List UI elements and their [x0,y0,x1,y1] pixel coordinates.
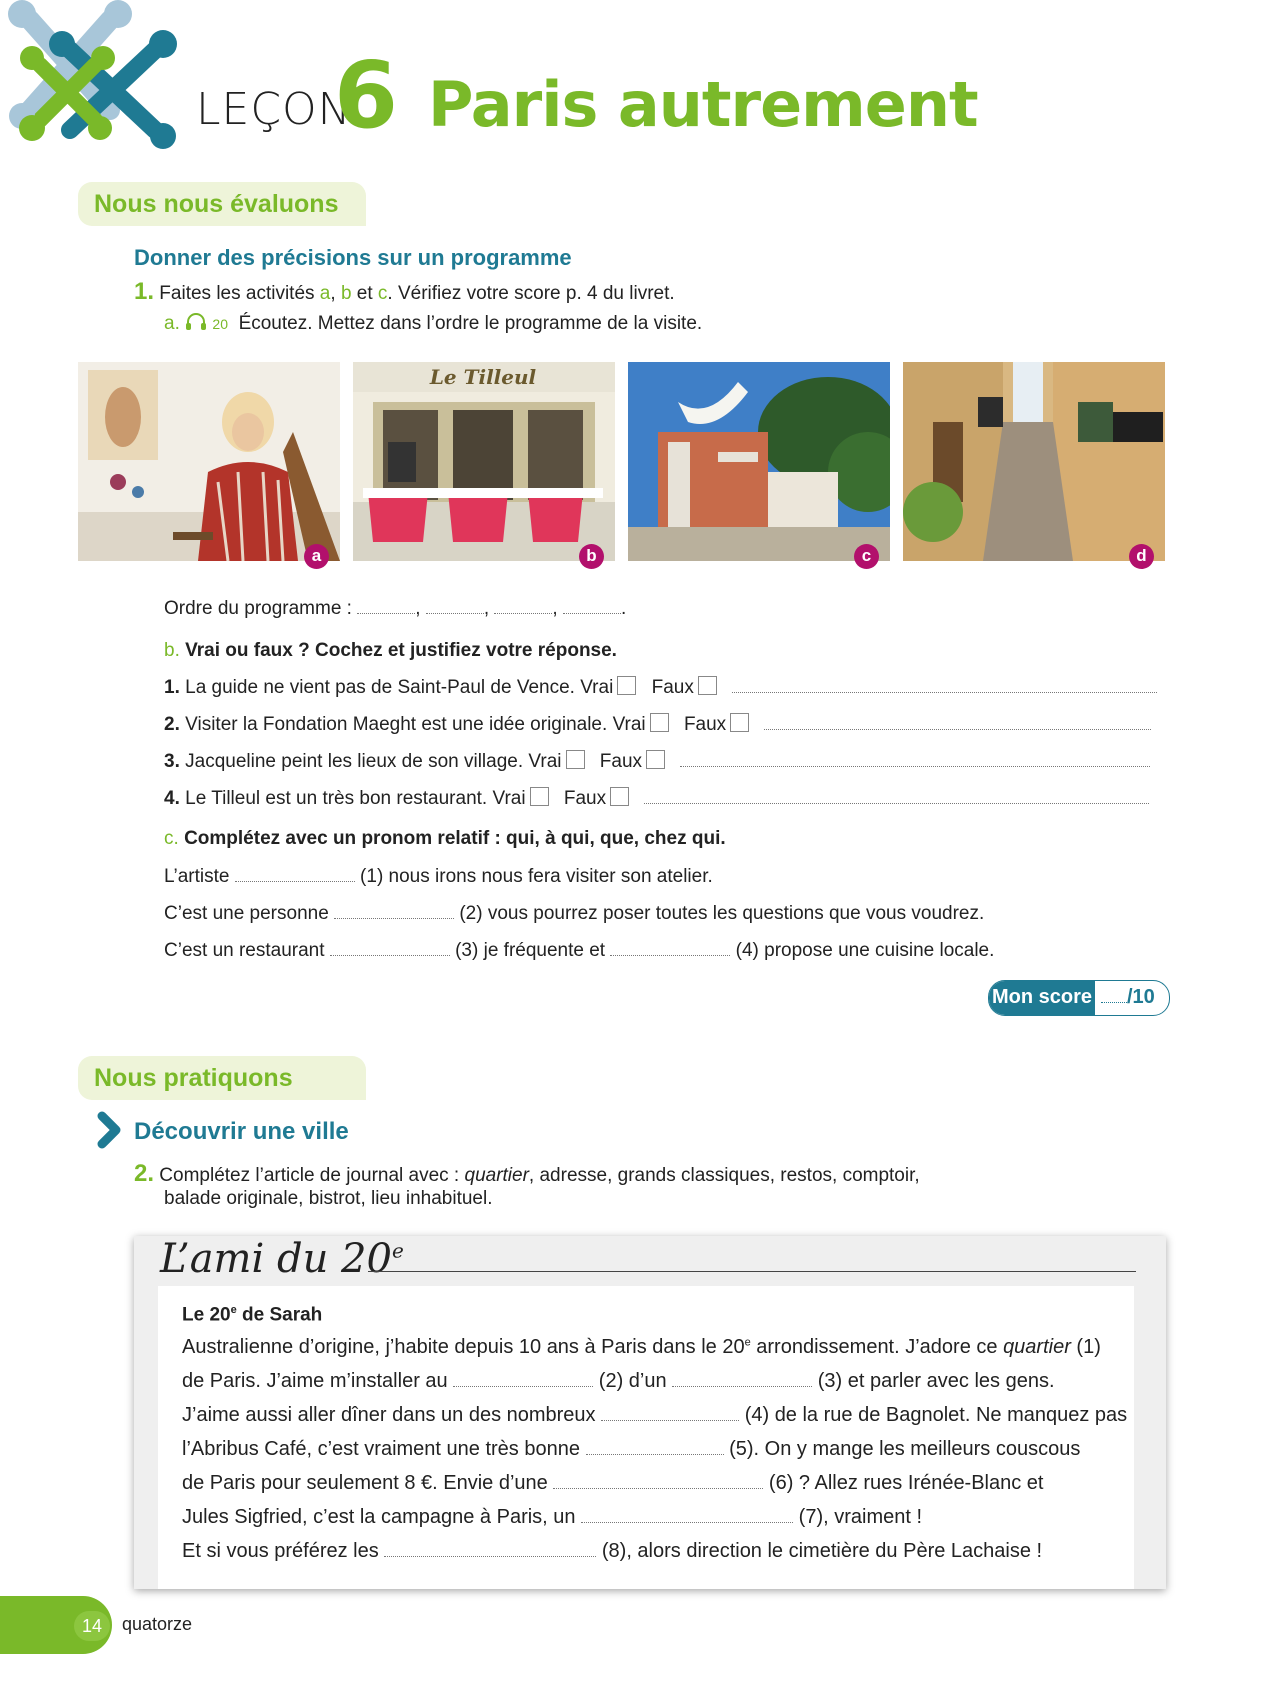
fill-sentence-1 [164,866,713,888]
instruction-text: , [330,283,341,304]
vrai-label: Vrai [580,677,614,698]
statement-row [164,787,1168,810]
answer-blank[interactable] [610,954,730,956]
activity-c-instruction [164,828,726,850]
activity-b-instruction [164,640,617,662]
statement-row [164,713,1168,736]
statement-number: 3. [164,751,180,772]
section-tab-evaluons [78,182,366,226]
statement-text: Visiter la Fondation Maeght est une idée originale. [185,714,608,735]
skill-heading: Donner des précisions sur un programme [134,245,572,270]
article-line-7 [182,1540,1042,1563]
article-example: quartier [1003,1336,1071,1358]
faux-checkbox[interactable] [646,750,665,769]
article-sup: e [744,1336,751,1349]
section-tab-label: Nous pratiquons [94,1064,293,1092]
headphones-icon[interactable] [185,313,207,337]
article-text: J’aime aussi aller dîner dans un des nombreux [182,1404,596,1426]
score-value [1101,981,1155,1015]
article-line-2 [182,1370,1055,1393]
justification-blank[interactable] [764,728,1151,730]
answer-blank[interactable] [453,1385,593,1387]
article-text: Australienne d’origine, j’habite depuis 10 ans à Paris dans le 20 [182,1336,745,1358]
article-text: Et si vous préférez les [182,1540,379,1562]
exercise-2-instruction-line2: balade originale, bistrot, lieu inhabituel. [164,1188,493,1209]
lesson-logo [0,0,200,160]
activity-letter: a [319,283,331,304]
sentence-text: (1) nous irons nous fera visiter son atelier. [360,866,713,887]
answer-blank[interactable] [581,1521,793,1523]
heading-text: Le 20 [182,1304,231,1326]
article-line-4 [182,1438,1080,1461]
score-label: Mon score [989,981,1095,1015]
fill-sentence-2 [164,903,984,925]
statement-number: 4. [164,788,180,809]
article-text: (8), alors direction le cimetière du Père Lachaise ! [601,1540,1043,1562]
faux-label: Faux [599,751,643,772]
article-line-1 [182,1336,1101,1359]
article-heading [182,1304,322,1326]
photo-label-c: c [854,544,879,569]
answer-blank[interactable] [235,880,355,882]
chevron-right-icon [96,1110,126,1150]
answer-blank[interactable] [586,1453,724,1455]
lesson-label: LEÇON [196,84,352,135]
restaurant-sign: Le Tilleul [429,365,537,389]
article-title-rule [368,1271,1136,1272]
article-line-6 [182,1506,922,1529]
vrai-label: Vrai [528,751,562,772]
photo-fondation [628,362,890,561]
answer-blank[interactable] [563,612,621,614]
page-title: Paris autrement [428,68,978,141]
article-text: Jules Sigfried, c’est la campagne à Paris, un [182,1506,576,1528]
article-text: (2) d’un [598,1370,667,1392]
sentence-text: C’est un restaurant [164,940,325,961]
vrai-label: Vrai [612,714,646,735]
vrai-checkbox[interactable] [530,787,549,806]
instruction-text: Complétez l’article de journal avec : [159,1165,465,1186]
sentence-text: C’est une personne [164,903,329,924]
vrai-checkbox[interactable] [566,750,585,769]
article-text: (5). On y mange les meilleurs couscous [729,1438,1081,1460]
audio-track-number: 20 [212,316,228,332]
article-text: (4) de la rue de Bagnolet. Ne manquez pas [744,1404,1128,1426]
ordre-row: Ordre du programme : , , , . [164,598,627,619]
activity-letter: b [340,283,352,304]
answer-blank[interactable] [330,954,450,956]
article-text: (7), vraiment ! [798,1506,923,1528]
sentence-text: (3) je fréquente et [455,940,606,961]
article-text: arrondissement. J’adore ce [750,1336,1004,1358]
statement-number: 1. [164,677,180,698]
instruction-text: Écoutez. Mettez dans l’ordre le programme de la visite. [238,313,703,334]
vrai-checkbox[interactable] [650,713,669,732]
answer-blank[interactable] [384,1555,596,1557]
instruction-text: et [351,283,378,304]
article-text: de Paris. J’aime m’installer au [182,1370,448,1392]
answer-blank[interactable] [494,612,552,614]
answer-blank[interactable] [672,1385,812,1387]
activity-letter: c [377,283,388,304]
instruction-text: Vrai ou faux ? Cochez et justifiez votre réponse. [185,640,617,661]
statement-number: 2. [164,714,180,735]
article-text: l’Abribus Café, c’est vraiment une très bonne [182,1438,580,1460]
answer-blank[interactable] [601,1419,739,1421]
article-line-3 [182,1404,1127,1427]
justification-blank[interactable] [644,802,1149,804]
lesson-number: 6 [334,42,399,149]
faux-label: Faux [651,677,694,698]
instruction-text: Faites les activités [159,283,320,304]
article-text: de Paris pour seulement 8 €. Envie d’une [182,1472,548,1494]
article-title [160,1236,404,1282]
heading-sup: e [230,1304,237,1316]
statement-text: Le Tilleul est un très bon restaurant. [185,788,488,809]
answer-blank[interactable] [553,1487,763,1489]
photo-label-a: a [304,544,329,569]
exercise-1-instruction [134,278,675,306]
vrai-checkbox[interactable] [617,676,636,695]
photo-label-b: b [579,544,604,569]
answer-blank[interactable] [357,612,415,614]
faux-checkbox[interactable] [698,676,717,695]
article-title-sup: e [391,1238,404,1263]
heading-text: de Sarah [236,1304,323,1326]
answer-blank[interactable] [426,612,484,614]
exercise-number: 1. [134,278,155,305]
page-number: 14 [74,1611,110,1641]
exercise-2-instruction [134,1160,920,1188]
section-tab-label: Nous nous évaluons [94,190,339,218]
photo-restaurant [353,362,615,561]
answer-blank[interactable] [334,917,454,919]
vrai-label: Vrai [492,788,526,809]
faux-label: Faux [683,714,727,735]
article-line-5 [182,1472,1044,1495]
instruction-text: , adresse, grands classiques, restos, comptoir, [528,1165,920,1186]
score-total: /10 [1127,986,1155,1008]
justification-blank[interactable] [732,691,1157,693]
article-text: (1) [1070,1336,1101,1358]
sentence-text: (4) propose une cuisine locale. [735,940,995,961]
exercise-number: 2. [134,1160,155,1187]
statement-row [164,750,1168,773]
instruction-text: . Vérifiez votre score p. 4 du livret. [387,283,675,304]
score-badge[interactable] [988,980,1170,1016]
score-blank[interactable] [1101,1001,1127,1003]
fill-sentence-3 [164,940,994,962]
sentence-text: (2) vous pourrez poser toutes les questions que vous voudrez. [459,903,985,924]
photo-label-d: d [1129,544,1154,569]
photo-village-street [903,362,1165,561]
instruction-example: quartier [464,1165,529,1186]
activity-letter: c. [164,828,179,849]
article-title-text: L’ami du 20 [160,1236,392,1282]
activity-a-instruction [164,313,702,337]
article-text: (3) et parler avec les gens. [817,1370,1055,1392]
instruction-text: Complétez avec un pronom relatif : qui, à qui, que, chez qui. [184,828,726,849]
skill-heading: Découvrir une ville [134,1118,349,1145]
page-number-word: quatorze [122,1614,193,1634]
faux-checkbox[interactable] [730,713,749,732]
justification-blank[interactable] [680,765,1150,767]
activity-letter: a. [164,313,180,334]
ordre-label: Ordre du programme : [164,598,352,619]
statement-text: Jacqueline peint les lieux de son village. [185,751,524,772]
statement-text: La guide ne vient pas de Saint-Paul de Vence. [185,677,575,698]
faux-checkbox[interactable] [610,787,629,806]
article-text: (6) ? Allez rues Irénée-Blanc et [768,1472,1044,1494]
sentence-text: L’artiste [164,866,230,887]
section-tab-pratiquons [78,1056,366,1100]
faux-label: Faux [563,788,607,809]
photo-painter [78,362,340,561]
statement-row [164,676,1168,699]
activity-letter: b. [164,640,180,661]
